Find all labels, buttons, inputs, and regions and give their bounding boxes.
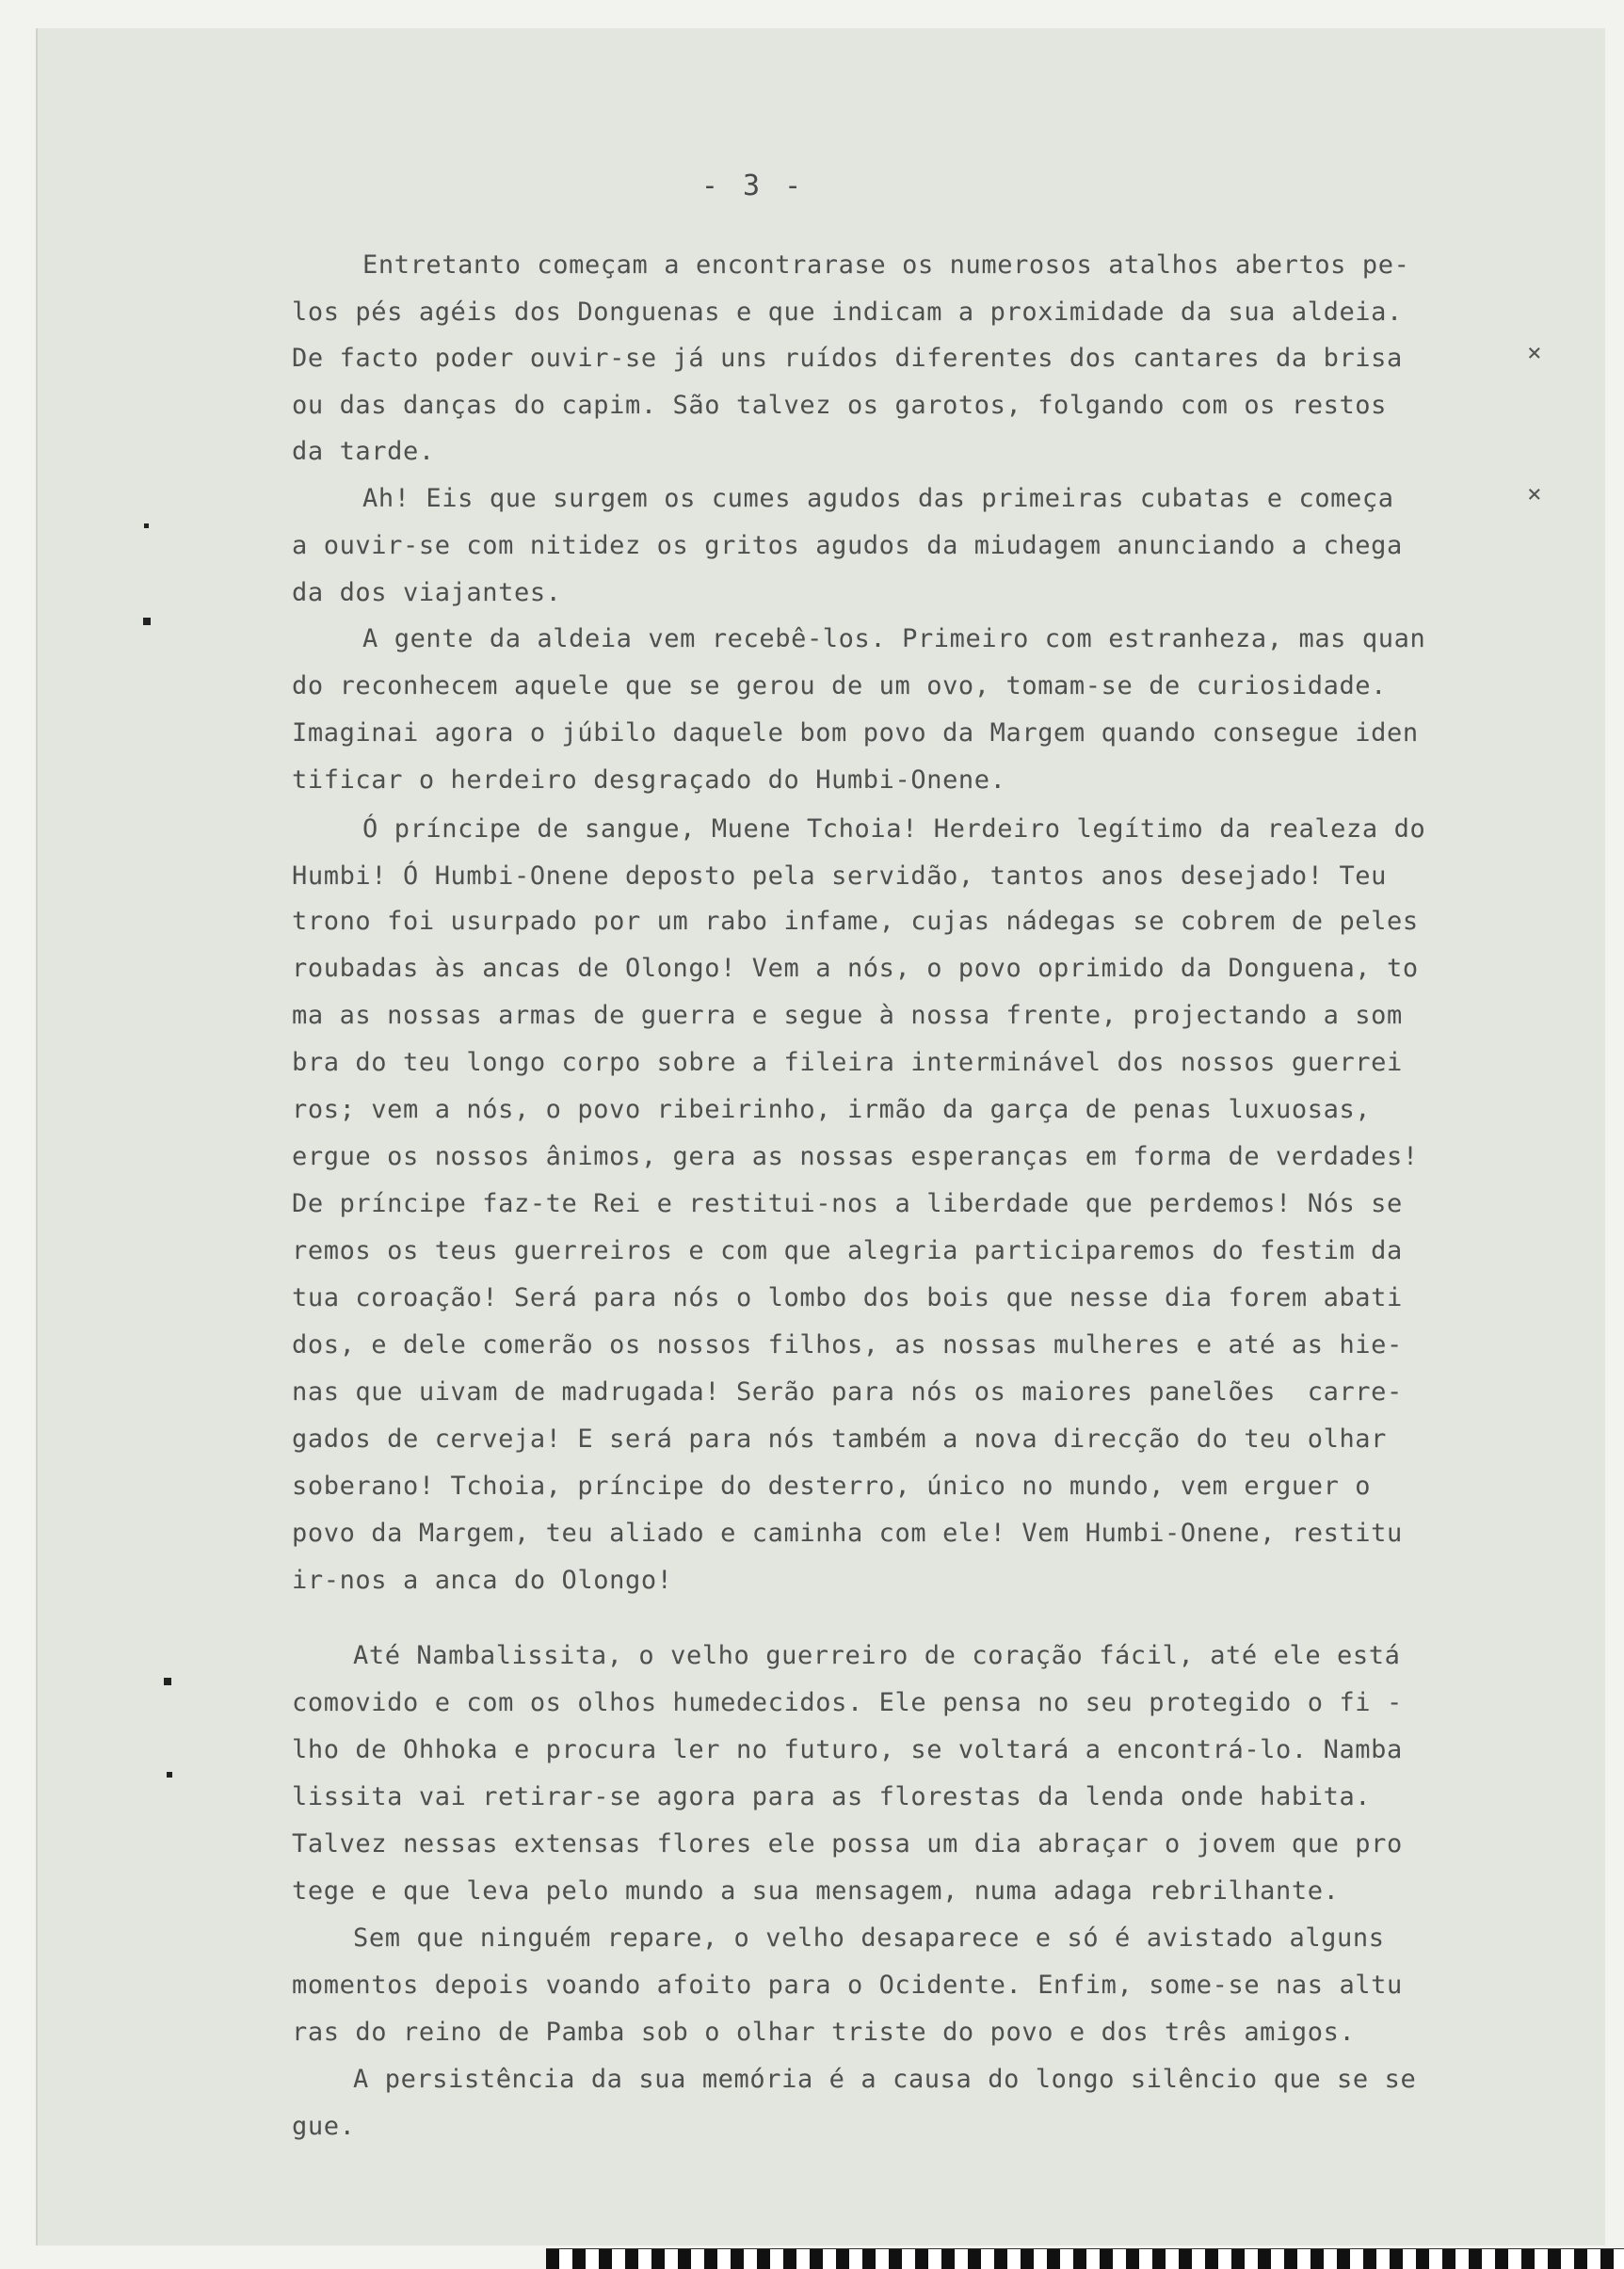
margin-mark: ×	[1527, 339, 1542, 367]
text-line: lissita vai retirar-se agora para as florestas da lenda onde habita.	[292, 1782, 1372, 1811]
text-line: tificar o herdeiro desgraçado do Humbi-Onene.	[292, 765, 1006, 795]
text-line: los pés agéis dos Donguenas e que indicam a proximidade da sua aldeia.	[292, 298, 1403, 327]
text-line: ergue os nossos ânimos, gera as nossas esperanças em forma de verdades!	[292, 1142, 1419, 1171]
text-line: tua coroação! Será para nós o lombo dos bois que nesse dia forem abati	[292, 1283, 1403, 1312]
text-line: Entretanto começam a encontrarase os numerosos atalhos abertos pe-	[362, 250, 1410, 280]
scale-ruler	[546, 2248, 1624, 2269]
text-line: ma as nossas armas de guerra e segue à nossa frente, projectando a som	[292, 1001, 1403, 1030]
text-line: Sem que ninguém repare, o velho desaparece e só é avistado alguns	[353, 1923, 1385, 1953]
punch-mark	[144, 523, 149, 528]
text-line: soberano! Tchoia, príncipe do desterro, único no mundo, vem erguer o	[292, 1472, 1372, 1501]
text-line: ou das danças do capim. São talvez os garotos, folgando com os restos	[292, 391, 1388, 420]
text-line: bra do teu longo corpo sobre a fileira interminável dos nossos guerrei	[292, 1048, 1403, 1077]
page-number: - 3 -	[700, 169, 806, 202]
punch-mark	[143, 618, 151, 625]
text-line: A persistência da sua memória é a causa do longo silêncio que se se	[353, 2065, 1417, 2094]
margin-mark: ×	[1527, 480, 1542, 508]
text-line: ir-nos a anca do Olongo!	[292, 1566, 673, 1595]
text-line: Até Nambalissita, o velho guerreiro de coração fácil, até ele está	[353, 1641, 1401, 1670]
text-line: comovido e com os olhos humedecidos. Ele pensa no seu protegido o fi -	[292, 1688, 1403, 1717]
text-line: nas que uivam de madrugada! Serão para nós os maiores panelões carre-	[292, 1377, 1403, 1407]
text-line: Ó príncipe de sangue, Muene Tchoia! Herdeiro legítimo da realeza do	[362, 814, 1426, 844]
text-line: Talvez nessas extensas flores ele possa um dia abraçar o jovem que pro	[292, 1829, 1403, 1859]
text-line: povo da Margem, teu aliado e caminha com ele! Vem Humbi-Onene, restitu	[292, 1519, 1403, 1548]
text-line: Imaginai agora o júbilo daquele bom povo da Margem quando consegue iden	[292, 718, 1419, 748]
text-line: da tarde.	[292, 437, 435, 466]
text-line: Humbi! Ó Humbi-Onene deposto pela servidão, tantos anos desejado! Teu	[292, 861, 1388, 891]
text-line: do reconhecem aquele que se gerou de um ovo, tomam-se de curiosidade.	[292, 671, 1388, 700]
text-line: gados de cerveja! E será para nós também a nova direcção do teu olhar	[292, 1424, 1388, 1454]
text-line: A gente da aldeia vem recebê-los. Primeiro com estranheza, mas quan	[362, 624, 1426, 653]
text-line: lho de Ohhoka e procura ler no futuro, se voltará a encontrá-lo. Namba	[292, 1735, 1403, 1764]
text-line: trono foi usurpado por um rabo infame, cujas nádegas se cobrem de peles	[292, 907, 1419, 936]
text-line: ros; vem a nós, o povo ribeirinho, irmão da garça de penas luxuosas,	[292, 1095, 1372, 1124]
text-line: Ah! Eis que surgem os cumes agudos das primeiras cubatas e começa	[362, 484, 1394, 513]
text-line: momentos depois voando afoito para o Ocidente. Enfim, some-se nas altu	[292, 1971, 1403, 2000]
text-line: De príncipe faz-te Rei e restitui-nos a liberdade que perdemos! Nós se	[292, 1189, 1403, 1218]
text-line: a ouvir-se com nitidez os gritos agudos da miudagem anunciando a chega	[292, 531, 1403, 560]
text-line: gue.	[292, 2112, 356, 2141]
text-line: roubadas às ancas de Olongo! Vem a nós, o povo oprimido da Donguena, to	[292, 954, 1419, 983]
punch-mark	[164, 1678, 171, 1685]
text-line: da dos viajantes.	[292, 578, 562, 607]
text-line: tege e que leva pelo mundo a sua mensagem, numa adaga rebrilhante.	[292, 1876, 1340, 1906]
text-line: remos os teus guerreiros e com que alegria participaremos do festim da	[292, 1236, 1403, 1265]
text-line: dos, e dele comerão os nossos filhos, as nossas mulheres e até as hie-	[292, 1330, 1403, 1360]
text-line: ras do reino de Pamba sob o olhar triste do povo e dos três amigos.	[292, 2018, 1356, 2047]
punch-mark	[167, 1772, 172, 1778]
text-line: De facto poder ouvir-se já uns ruídos diferentes dos cantares da brisa	[292, 344, 1403, 373]
